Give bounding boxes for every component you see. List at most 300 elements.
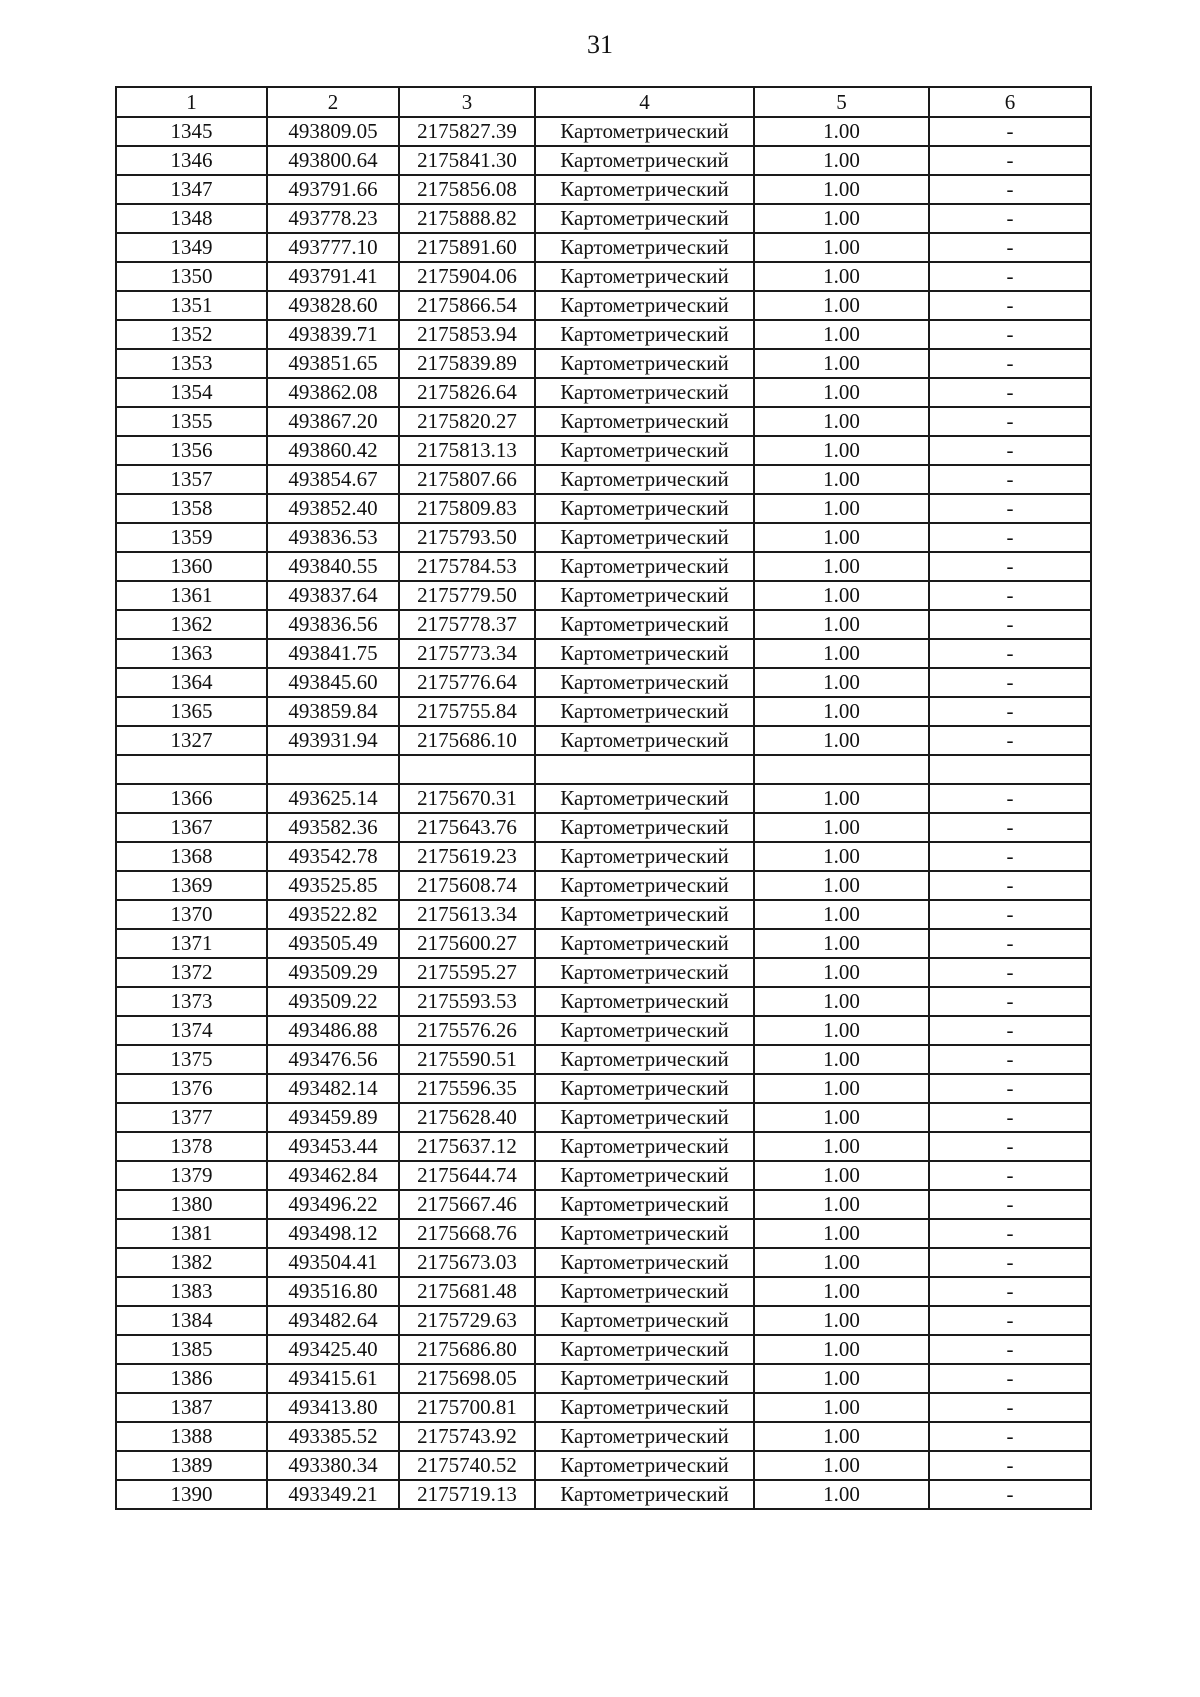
table-cell: Картометрический xyxy=(535,494,754,523)
table-cell: 493777.10 xyxy=(267,233,399,262)
table-cell: 493867.20 xyxy=(267,407,399,436)
table-cell: - xyxy=(929,1219,1091,1248)
table-cell: 2175667.46 xyxy=(399,1190,535,1219)
table-cell: 1366 xyxy=(116,784,267,813)
table-cell: Картометрический xyxy=(535,1480,754,1509)
table-cell: 2175839.89 xyxy=(399,349,535,378)
table-cell: 1354 xyxy=(116,378,267,407)
table-cell: 1.00 xyxy=(754,1161,929,1190)
table-row xyxy=(116,146,1091,175)
table-cell: 1.00 xyxy=(754,958,929,987)
table-row xyxy=(116,1393,1091,1422)
table-cell xyxy=(535,755,754,784)
table-cell: 1352 xyxy=(116,320,267,349)
table-cell: - xyxy=(929,320,1091,349)
table-cell: 2175809.83 xyxy=(399,494,535,523)
table-cell: - xyxy=(929,1364,1091,1393)
table-row xyxy=(116,233,1091,262)
table-cell: 493836.53 xyxy=(267,523,399,552)
table-cell: - xyxy=(929,871,1091,900)
table-row xyxy=(116,378,1091,407)
table-cell: 1355 xyxy=(116,407,267,436)
table-cell: 1.00 xyxy=(754,697,929,726)
table-cell xyxy=(399,755,535,784)
table-cell: 2175853.94 xyxy=(399,320,535,349)
table-cell: 1.00 xyxy=(754,1451,929,1480)
table-cell: 2175608.74 xyxy=(399,871,535,900)
table-cell: Картометрический xyxy=(535,958,754,987)
table-cell: 1.00 xyxy=(754,1277,929,1306)
table-cell: 2175807.66 xyxy=(399,465,535,494)
table-cell: Картометрический xyxy=(535,581,754,610)
table-cell: - xyxy=(929,987,1091,1016)
table-cell: - xyxy=(929,1451,1091,1480)
table-cell: 2175826.64 xyxy=(399,378,535,407)
table-cell: 493854.67 xyxy=(267,465,399,494)
table-cell: 1.00 xyxy=(754,639,929,668)
table-cell: 2175700.81 xyxy=(399,1393,535,1422)
table-cell: Картометрический xyxy=(535,465,754,494)
table-cell: 1.00 xyxy=(754,436,929,465)
table-cell: 1327 xyxy=(116,726,267,755)
table-cell: 493840.55 xyxy=(267,552,399,581)
table-row xyxy=(116,291,1091,320)
table-row xyxy=(116,1451,1091,1480)
table-cell: 1372 xyxy=(116,958,267,987)
table-cell: 2175776.64 xyxy=(399,668,535,697)
table-cell: - xyxy=(929,1335,1091,1364)
table-row xyxy=(116,610,1091,639)
table-cell: 2175729.63 xyxy=(399,1306,535,1335)
table-cell: - xyxy=(929,668,1091,697)
table-cell: 493509.29 xyxy=(267,958,399,987)
table-cell: - xyxy=(929,1393,1091,1422)
table-cell: Картометрический xyxy=(535,320,754,349)
table-cell: 493791.66 xyxy=(267,175,399,204)
table-cell: 1359 xyxy=(116,523,267,552)
table-cell: 1350 xyxy=(116,262,267,291)
table-cell: Картометрический xyxy=(535,1306,754,1335)
table-cell: 1368 xyxy=(116,842,267,871)
table-cell: Картометрический xyxy=(535,1016,754,1045)
table-cell: Картометрический xyxy=(535,1422,754,1451)
table-row xyxy=(116,958,1091,987)
table-row xyxy=(116,1219,1091,1248)
table-cell: 1363 xyxy=(116,639,267,668)
table-cell: 2175619.23 xyxy=(399,842,535,871)
table-row xyxy=(116,1480,1091,1509)
table-cell: - xyxy=(929,523,1091,552)
table-cell: 1357 xyxy=(116,465,267,494)
table-cell: 1378 xyxy=(116,1132,267,1161)
table-cell: - xyxy=(929,117,1091,146)
table-cell: 1379 xyxy=(116,1161,267,1190)
table-cell: 1353 xyxy=(116,349,267,378)
table-cell: 1.00 xyxy=(754,1016,929,1045)
table-cell: 2175784.53 xyxy=(399,552,535,581)
table-row xyxy=(116,1422,1091,1451)
table-cell: 2175813.13 xyxy=(399,436,535,465)
table-row xyxy=(116,1306,1091,1335)
table-cell: 2175827.39 xyxy=(399,117,535,146)
column-header: 1 xyxy=(116,87,267,117)
table-cell: 2175637.12 xyxy=(399,1132,535,1161)
table-cell: 1362 xyxy=(116,610,267,639)
table-cell: 1360 xyxy=(116,552,267,581)
table-cell: - xyxy=(929,291,1091,320)
table-cell: 1.00 xyxy=(754,1132,929,1161)
table-row xyxy=(116,1132,1091,1161)
table-cell: 1356 xyxy=(116,436,267,465)
table-cell: - xyxy=(929,1074,1091,1103)
table-cell: Картометрический xyxy=(535,1074,754,1103)
table-cell: 1.00 xyxy=(754,175,929,204)
table-cell: 1382 xyxy=(116,1248,267,1277)
table-cell: 2175779.50 xyxy=(399,581,535,610)
table-cell: 2175576.26 xyxy=(399,1016,535,1045)
table-row xyxy=(116,1045,1091,1074)
table-cell: 493425.40 xyxy=(267,1335,399,1364)
table-cell: 2175628.40 xyxy=(399,1103,535,1132)
table-cell: 1388 xyxy=(116,1422,267,1451)
table-cell: Картометрический xyxy=(535,1103,754,1132)
table-row xyxy=(116,1103,1091,1132)
table-cell: - xyxy=(929,581,1091,610)
table-row xyxy=(116,1190,1091,1219)
table-cell: 493860.42 xyxy=(267,436,399,465)
table-cell: 2175643.76 xyxy=(399,813,535,842)
table-cell: 2175719.13 xyxy=(399,1480,535,1509)
table-cell: 493496.22 xyxy=(267,1190,399,1219)
table-row xyxy=(116,813,1091,842)
table-cell: Картометрический xyxy=(535,639,754,668)
table-row xyxy=(116,1335,1091,1364)
table-cell: 1375 xyxy=(116,1045,267,1074)
table-cell: 2175820.27 xyxy=(399,407,535,436)
table-cell: 1385 xyxy=(116,1335,267,1364)
table-cell: 1351 xyxy=(116,291,267,320)
table-cell: Картометрический xyxy=(535,1045,754,1074)
table-cell: - xyxy=(929,204,1091,233)
table-cell: - xyxy=(929,494,1091,523)
table-cell: 493516.80 xyxy=(267,1277,399,1306)
table-cell: Картометрический xyxy=(535,146,754,175)
table-cell: 2175668.76 xyxy=(399,1219,535,1248)
table-row xyxy=(116,1016,1091,1045)
table-cell: Картометрический xyxy=(535,813,754,842)
table-cell: 493482.64 xyxy=(267,1306,399,1335)
table-cell: 1374 xyxy=(116,1016,267,1045)
table-cell: 1.00 xyxy=(754,581,929,610)
table-cell: Картометрический xyxy=(535,262,754,291)
table-cell: 493809.05 xyxy=(267,117,399,146)
table-cell xyxy=(267,755,399,784)
table-cell: 493931.94 xyxy=(267,726,399,755)
table-row xyxy=(116,494,1091,523)
table-cell: 1380 xyxy=(116,1190,267,1219)
table-cell: 1.00 xyxy=(754,146,929,175)
table-cell: 1.00 xyxy=(754,987,929,1016)
table-cell: 2175888.82 xyxy=(399,204,535,233)
table-row xyxy=(116,755,1091,784)
table-cell: 1.00 xyxy=(754,320,929,349)
table-cell: - xyxy=(929,1248,1091,1277)
table-cell: Картометрический xyxy=(535,1335,754,1364)
table-row xyxy=(116,987,1091,1016)
table-cell: 493778.23 xyxy=(267,204,399,233)
table-cell: 493582.36 xyxy=(267,813,399,842)
table-cell: 1.00 xyxy=(754,1074,929,1103)
table-row xyxy=(116,581,1091,610)
table-row xyxy=(116,668,1091,697)
table-cell: Картометрический xyxy=(535,871,754,900)
table-cell: 1.00 xyxy=(754,465,929,494)
table-row xyxy=(116,784,1091,813)
table-cell: Картометрический xyxy=(535,175,754,204)
table-cell: - xyxy=(929,929,1091,958)
table-cell: 493415.61 xyxy=(267,1364,399,1393)
table-cell xyxy=(116,755,267,784)
table-cell: 1.00 xyxy=(754,1190,929,1219)
table-cell: - xyxy=(929,146,1091,175)
table-cell: Картометрический xyxy=(535,378,754,407)
column-header: 5 xyxy=(754,87,929,117)
table-cell: 2175891.60 xyxy=(399,233,535,262)
table-cell: - xyxy=(929,349,1091,378)
table-cell: 493349.21 xyxy=(267,1480,399,1509)
table-cell: Картометрический xyxy=(535,1393,754,1422)
table-cell: 493839.71 xyxy=(267,320,399,349)
table-cell: Картометрический xyxy=(535,610,754,639)
table-cell: Картометрический xyxy=(535,726,754,755)
table-cell: - xyxy=(929,697,1091,726)
table-cell: 1370 xyxy=(116,900,267,929)
table-cell: Картометрический xyxy=(535,784,754,813)
table-cell: 493459.89 xyxy=(267,1103,399,1132)
table-cell: 493837.64 xyxy=(267,581,399,610)
table-cell: Картометрический xyxy=(535,233,754,262)
table-cell: 1.00 xyxy=(754,1422,929,1451)
table-row xyxy=(116,320,1091,349)
table-cell: - xyxy=(929,1132,1091,1161)
table-cell: 493504.41 xyxy=(267,1248,399,1277)
table-cell: 1.00 xyxy=(754,233,929,262)
table-cell: - xyxy=(929,1422,1091,1451)
table-cell: - xyxy=(929,436,1091,465)
table-cell: 1389 xyxy=(116,1451,267,1480)
table-cell: 2175856.08 xyxy=(399,175,535,204)
table-cell: 1387 xyxy=(116,1393,267,1422)
table-cell: 1.00 xyxy=(754,523,929,552)
table-cell: 1365 xyxy=(116,697,267,726)
table-cell: 493486.88 xyxy=(267,1016,399,1045)
table-cell xyxy=(754,755,929,784)
table-cell: - xyxy=(929,958,1091,987)
table-row xyxy=(116,407,1091,436)
column-header: 2 xyxy=(267,87,399,117)
table-cell: 1.00 xyxy=(754,610,929,639)
table-cell: 2175686.80 xyxy=(399,1335,535,1364)
table-cell: 2175673.03 xyxy=(399,1248,535,1277)
table-cell: 1.00 xyxy=(754,349,929,378)
table-cell: 1369 xyxy=(116,871,267,900)
page-number: 31 xyxy=(587,30,613,59)
table-cell: 2175841.30 xyxy=(399,146,535,175)
table-row xyxy=(116,117,1091,146)
column-header: 3 xyxy=(399,87,535,117)
table-cell: 2175773.34 xyxy=(399,639,535,668)
table-cell: 493791.41 xyxy=(267,262,399,291)
table-cell: 1349 xyxy=(116,233,267,262)
table-cell: 1.00 xyxy=(754,1045,929,1074)
table-cell: 1345 xyxy=(116,117,267,146)
table-cell: - xyxy=(929,784,1091,813)
table-cell: - xyxy=(929,639,1091,668)
table-cell: 493462.84 xyxy=(267,1161,399,1190)
table-cell: 1384 xyxy=(116,1306,267,1335)
table-cell: 2175778.37 xyxy=(399,610,535,639)
table-cell: 1.00 xyxy=(754,1103,929,1132)
table-row xyxy=(116,929,1091,958)
table-cell: 1.00 xyxy=(754,291,929,320)
table-row xyxy=(116,465,1091,494)
table-cell: 2175613.34 xyxy=(399,900,535,929)
table-cell: - xyxy=(929,1045,1091,1074)
table-cell: Картометрический xyxy=(535,1364,754,1393)
table-cell: - xyxy=(929,726,1091,755)
table-cell: - xyxy=(929,1277,1091,1306)
table-cell: 1.00 xyxy=(754,407,929,436)
table-cell: 493476.56 xyxy=(267,1045,399,1074)
table-row xyxy=(116,1277,1091,1306)
table-cell: 2175755.84 xyxy=(399,697,535,726)
table-cell: 1.00 xyxy=(754,1306,929,1335)
table-cell: 1.00 xyxy=(754,813,929,842)
table-cell: Картометрический xyxy=(535,987,754,1016)
table-row xyxy=(116,436,1091,465)
table-header-row xyxy=(116,87,1091,117)
table-body xyxy=(116,117,1091,1509)
table-cell: Картометрический xyxy=(535,1248,754,1277)
column-header: 6 xyxy=(929,87,1091,117)
table-cell: 1.00 xyxy=(754,726,929,755)
table-cell: Картометрический xyxy=(535,697,754,726)
coordinates-table xyxy=(115,86,1092,1510)
table-cell: Картометрический xyxy=(535,668,754,697)
table-cell: 1358 xyxy=(116,494,267,523)
table-cell: 493385.52 xyxy=(267,1422,399,1451)
table-cell: 493845.60 xyxy=(267,668,399,697)
table-cell: 1.00 xyxy=(754,204,929,233)
table-cell: 2175600.27 xyxy=(399,929,535,958)
table-cell: 493851.65 xyxy=(267,349,399,378)
table-cell: 1367 xyxy=(116,813,267,842)
table-cell: 1386 xyxy=(116,1364,267,1393)
table-cell: - xyxy=(929,233,1091,262)
table-cell: 2175595.27 xyxy=(399,958,535,987)
table-row xyxy=(116,697,1091,726)
table-cell: 2175743.92 xyxy=(399,1422,535,1451)
table-cell: 1381 xyxy=(116,1219,267,1248)
table-cell: Картометрический xyxy=(535,1190,754,1219)
table-cell: 1383 xyxy=(116,1277,267,1306)
table-cell: 493525.85 xyxy=(267,871,399,900)
table-row xyxy=(116,871,1091,900)
table-cell: 1.00 xyxy=(754,668,929,697)
table-cell: - xyxy=(929,1103,1091,1132)
table-cell: - xyxy=(929,1190,1091,1219)
table-cell: - xyxy=(929,175,1091,204)
table-row xyxy=(116,1161,1091,1190)
table-cell: Картометрический xyxy=(535,929,754,958)
table-cell: 1364 xyxy=(116,668,267,697)
table-cell: - xyxy=(929,262,1091,291)
table-cell: 1.00 xyxy=(754,552,929,581)
table-cell: - xyxy=(929,407,1091,436)
table-row xyxy=(116,523,1091,552)
table-cell: - xyxy=(929,1016,1091,1045)
table-cell: - xyxy=(929,1161,1091,1190)
table-cell: 493482.14 xyxy=(267,1074,399,1103)
table-cell: 2175904.06 xyxy=(399,262,535,291)
table-cell: - xyxy=(929,842,1091,871)
table-cell: 1373 xyxy=(116,987,267,1016)
table-cell: 493852.40 xyxy=(267,494,399,523)
table-cell: - xyxy=(929,813,1091,842)
table-cell: Картометрический xyxy=(535,349,754,378)
table-cell: 1.00 xyxy=(754,784,929,813)
table-cell: 493509.22 xyxy=(267,987,399,1016)
table-row xyxy=(116,552,1091,581)
table-row xyxy=(116,175,1091,204)
table-row xyxy=(116,1364,1091,1393)
table-cell: 2175593.53 xyxy=(399,987,535,1016)
table-cell: 1.00 xyxy=(754,1480,929,1509)
table-row xyxy=(116,349,1091,378)
table-cell: Картометрический xyxy=(535,842,754,871)
table-cell: 493800.64 xyxy=(267,146,399,175)
table-cell: 493542.78 xyxy=(267,842,399,871)
table-cell: 2175793.50 xyxy=(399,523,535,552)
table-cell: Картометрический xyxy=(535,436,754,465)
table-cell: Картометрический xyxy=(535,1219,754,1248)
table-cell: 493828.60 xyxy=(267,291,399,320)
table-cell: 1376 xyxy=(116,1074,267,1103)
table-cell: 2175670.31 xyxy=(399,784,535,813)
table-cell: 493859.84 xyxy=(267,697,399,726)
table-cell: 493625.14 xyxy=(267,784,399,813)
table-cell: Картометрический xyxy=(535,407,754,436)
table-cell: Картометрический xyxy=(535,900,754,929)
table-cell: Картометрический xyxy=(535,552,754,581)
table-cell: - xyxy=(929,900,1091,929)
column-header: 4 xyxy=(535,87,754,117)
table-cell: 2175740.52 xyxy=(399,1451,535,1480)
table-cell: Картометрический xyxy=(535,291,754,320)
table-cell: 1377 xyxy=(116,1103,267,1132)
table-cell: 493380.34 xyxy=(267,1451,399,1480)
table-cell: 493522.82 xyxy=(267,900,399,929)
table-cell: 493505.49 xyxy=(267,929,399,958)
table-cell: - xyxy=(929,1480,1091,1509)
table-cell: Картометрический xyxy=(535,117,754,146)
table-row xyxy=(116,1074,1091,1103)
table-cell: - xyxy=(929,1306,1091,1335)
table-cell: 1.00 xyxy=(754,494,929,523)
table-cell: - xyxy=(929,610,1091,639)
table-cell: 1.00 xyxy=(754,1248,929,1277)
table-cell: 2175590.51 xyxy=(399,1045,535,1074)
